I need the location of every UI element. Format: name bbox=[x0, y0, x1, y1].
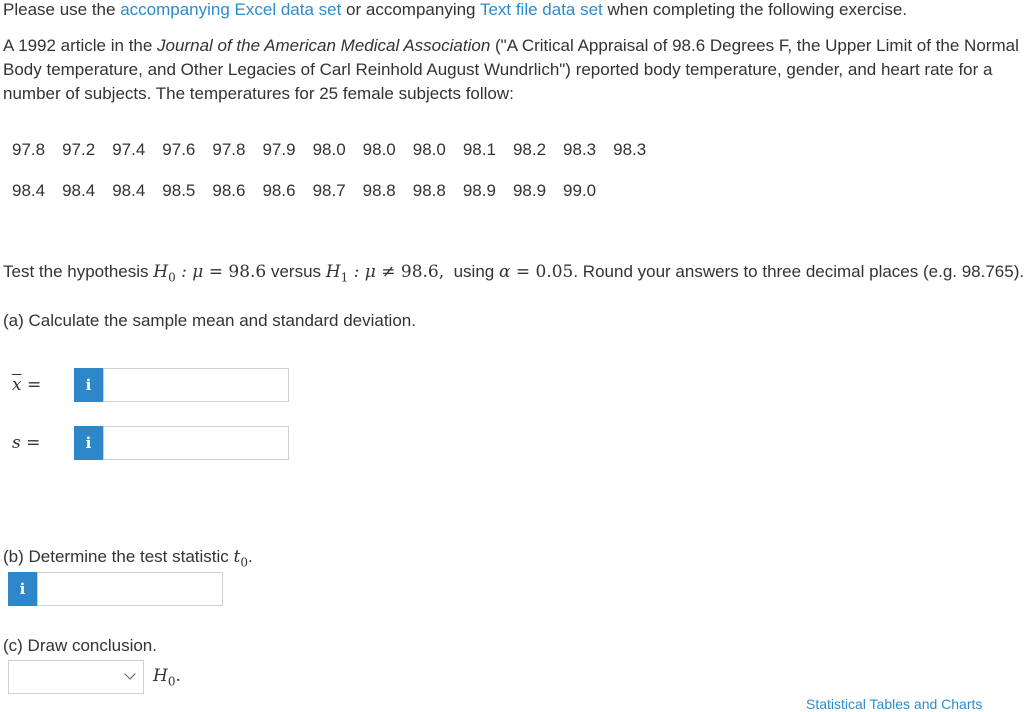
t0-info-icon[interactable]: i bbox=[8, 572, 37, 606]
hypothesis-text bbox=[3, 262, 1024, 284]
part-a-label: (a) Calculate the sample mean and standard deviation. bbox=[3, 311, 416, 330]
alpha-value: 0.05 bbox=[535, 262, 574, 282]
journal-name: Journal of the American Medical Association bbox=[157, 36, 491, 55]
data-value: 97.8 bbox=[12, 140, 46, 159]
using-text: using bbox=[444, 262, 499, 281]
h0-period: . bbox=[175, 666, 181, 686]
h0-subscript: 0 bbox=[168, 270, 176, 285]
data-value: 98.4 bbox=[12, 181, 46, 200]
data-value: 98.9 bbox=[462, 181, 496, 200]
s-info-icon[interactable]: i bbox=[74, 426, 103, 460]
problem-line-2: Body temperature, and Other Legacies of Carl Reinhold August Wundrlich") reported body temperature, gender, and heart rate for a bbox=[3, 60, 993, 79]
data-value: 98.0 bbox=[312, 140, 346, 159]
data-value: 99.0 bbox=[563, 181, 597, 200]
s-input[interactable] bbox=[103, 426, 289, 460]
s-label bbox=[12, 433, 40, 453]
data-value: 97.6 bbox=[162, 140, 196, 159]
data-value: 98.0 bbox=[362, 140, 396, 159]
problem-text: ("A Critical Appraisal of 98.6 Degrees F, the Upper Limit of the Normal bbox=[490, 36, 1019, 55]
conclusion-dropdown[interactable] bbox=[8, 660, 144, 694]
hypothesis-prefix: Test the hypothesis bbox=[3, 262, 154, 281]
excel-data-link[interactable]: accompanying Excel data set bbox=[120, 0, 342, 19]
problem-line-3: number of subjects. The temperatures for 25 female subjects follow: bbox=[3, 84, 514, 103]
text-file-data-link[interactable]: Text file data set bbox=[479, 0, 603, 19]
h1-relation: : μ ≠ bbox=[348, 262, 401, 282]
data-value: 97.2 bbox=[62, 140, 96, 159]
h1-value: 98.6, bbox=[400, 262, 445, 282]
intro-middle: or accompanying bbox=[341, 0, 480, 19]
data-value: 97.4 bbox=[112, 140, 146, 159]
part-b-period: . bbox=[248, 547, 253, 566]
data-value: 98.0 bbox=[412, 140, 446, 159]
part-c-label: (c) Draw conclusion. bbox=[3, 636, 157, 655]
xbar-info-icon[interactable]: i bbox=[74, 368, 103, 402]
data-value: 97.8 bbox=[212, 140, 246, 159]
xbar-label bbox=[12, 375, 41, 395]
data-value: 97.9 bbox=[262, 140, 296, 159]
intro-prefix: Please use the bbox=[3, 0, 121, 19]
hypothesis-suffix: . Round your answers to three decimal places (e.g. 98.765). bbox=[573, 262, 1024, 281]
h0-subscript: 0 bbox=[167, 674, 176, 689]
t-subscript: 0 bbox=[240, 555, 249, 570]
h0-relation: : μ = bbox=[175, 262, 229, 282]
data-value: 98.4 bbox=[112, 181, 146, 200]
data-value: 98.9 bbox=[512, 181, 547, 200]
alpha-symbol: α bbox=[498, 262, 511, 282]
part-b-text: (b) Determine the test statistic bbox=[3, 547, 234, 566]
intro-line bbox=[3, 0, 907, 20]
data-value: 98.6 bbox=[212, 181, 246, 200]
data-value: 98.1 bbox=[462, 140, 496, 159]
s-equals: = bbox=[20, 433, 41, 453]
h0-symbol: H bbox=[153, 666, 168, 686]
xbar-symbol: $\overline{x}$ bbox=[12, 375, 22, 395]
t-symbol: t bbox=[233, 547, 241, 567]
data-value: 98.8 bbox=[412, 181, 446, 200]
data-value: 98.2 bbox=[512, 140, 547, 159]
part-b-label bbox=[3, 547, 253, 569]
data-value: 98.7 bbox=[312, 181, 346, 200]
problem-line-1 bbox=[3, 34, 1019, 58]
data-row-1 bbox=[12, 140, 663, 160]
chevron-down-icon bbox=[124, 668, 135, 679]
intro-suffix: when completing the following exercise. bbox=[602, 0, 908, 19]
h1-symbol: H bbox=[325, 262, 341, 282]
conclusion-h0 bbox=[153, 666, 181, 688]
data-value: 98.8 bbox=[362, 181, 396, 200]
t0-input[interactable] bbox=[37, 572, 223, 606]
data-value: 98.3 bbox=[563, 140, 597, 159]
data-value: 98.5 bbox=[162, 181, 196, 200]
problem-statement bbox=[3, 34, 1019, 106]
statistical-tables-link[interactable]: Statistical Tables and Charts bbox=[806, 696, 983, 712]
s-symbol: s bbox=[12, 433, 21, 453]
data-value: 98.4 bbox=[62, 181, 96, 200]
data-value: 98.6 bbox=[262, 181, 296, 200]
h0-symbol: H bbox=[153, 262, 169, 282]
h0-value: 98.6 bbox=[228, 262, 267, 282]
data-row-2 bbox=[12, 181, 613, 201]
xbar-equals: = bbox=[21, 375, 42, 395]
problem-text: A 1992 article in the bbox=[3, 36, 158, 55]
versus-text: versus bbox=[266, 262, 326, 281]
alpha-equals: = bbox=[510, 262, 536, 282]
data-value: 98.3 bbox=[613, 140, 647, 159]
xbar-input[interactable] bbox=[103, 368, 289, 402]
h1-subscript: 1 bbox=[340, 270, 349, 285]
